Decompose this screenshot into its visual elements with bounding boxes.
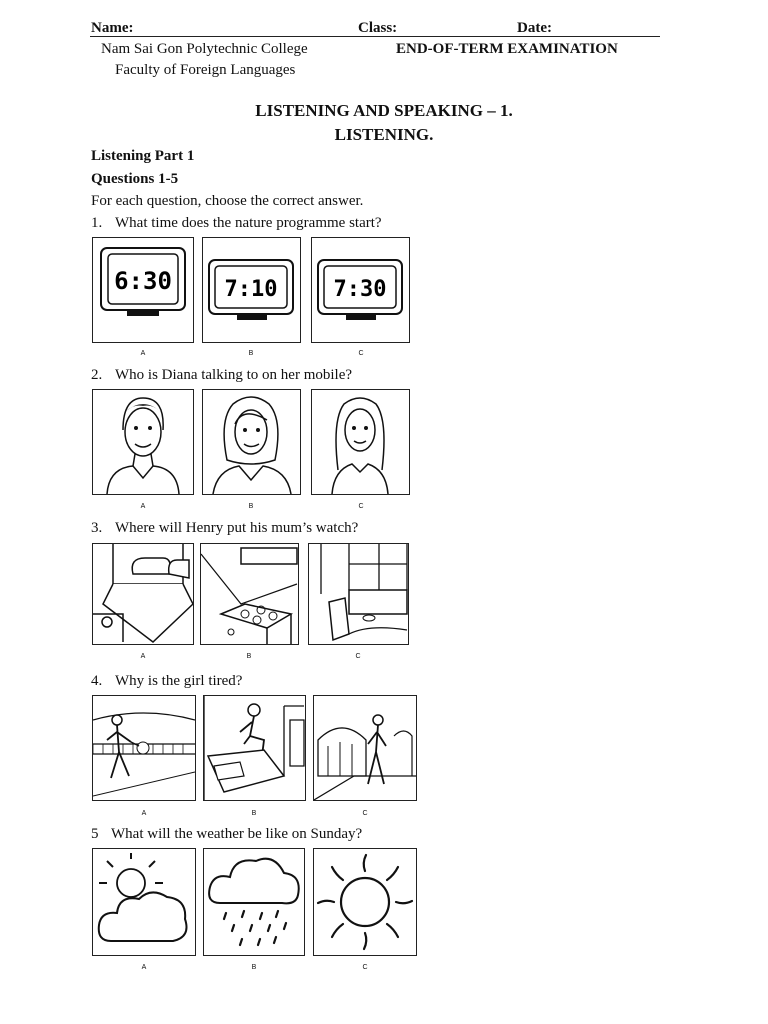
option-2a-man[interactable]	[92, 389, 194, 495]
name-label: Name:	[91, 20, 134, 36]
clock-icon	[312, 238, 409, 342]
question-text: Why is the girl tired?	[115, 673, 243, 689]
question-text: What time does the nature programme start?	[115, 215, 382, 231]
question-number: 4.	[91, 673, 103, 689]
question-text: What will the weather be like on Sunday?	[111, 826, 363, 842]
option-label: A	[140, 653, 146, 660]
option-label: C	[358, 503, 364, 510]
question-2	[91, 367, 352, 384]
header-underline	[90, 36, 660, 37]
class-label: Class:	[358, 20, 398, 36]
clock-time: 7:30	[333, 277, 387, 302]
kitchen-icon	[201, 544, 298, 644]
question-5	[91, 826, 362, 843]
option-label: B	[246, 653, 252, 660]
girl-portrait-icon	[312, 390, 409, 494]
bedroom-icon	[204, 696, 305, 800]
man-portrait-icon	[93, 390, 193, 494]
option-1c-clock[interactable]	[311, 237, 410, 343]
partly-cloudy-icon	[93, 849, 195, 955]
option-1a-clock[interactable]	[92, 237, 194, 343]
question-4	[91, 673, 242, 690]
option-label: C	[358, 350, 364, 357]
option-3c-living-room[interactable]	[308, 543, 409, 645]
living-room-icon	[309, 544, 408, 644]
option-label: B	[251, 964, 257, 971]
option-5b-rain[interactable]	[203, 848, 305, 956]
option-2c-girl[interactable]	[311, 389, 410, 495]
question-number: 5	[91, 826, 99, 842]
exam-title: END-OF-TERM EXAMINATION	[396, 41, 618, 57]
option-4c-walking[interactable]	[313, 695, 417, 801]
rain-icon	[204, 849, 304, 955]
option-label: C	[362, 810, 368, 817]
college-name: Nam Sai Gon Polytechnic College	[101, 41, 308, 57]
option-label: C	[362, 964, 368, 971]
question-number: 1.	[91, 215, 103, 231]
walking-icon	[314, 696, 416, 800]
clock-icon	[203, 238, 300, 342]
question-number: 2.	[91, 367, 103, 383]
option-label: B	[251, 810, 257, 817]
clock-icon	[93, 238, 193, 342]
option-label: C	[355, 653, 361, 660]
option-label: B	[248, 503, 254, 510]
main-title: LISTENING AND SPEAKING – 1.	[255, 101, 513, 120]
option-4b-bedroom[interactable]	[203, 695, 306, 801]
option-label: B	[248, 350, 254, 357]
clock-time: 7:10	[224, 277, 278, 302]
option-label: A	[141, 810, 147, 817]
clock-time: 6:30	[114, 267, 172, 295]
questions-label: Questions 1-5	[91, 171, 179, 187]
option-3b-kitchen[interactable]	[200, 543, 299, 645]
question-text: Where will Henry put his mum’s watch?	[115, 520, 359, 536]
woman-portrait-icon	[203, 390, 300, 494]
option-5a-sun-cloud[interactable]	[92, 848, 196, 956]
sun-icon	[314, 849, 416, 955]
bed-icon	[93, 544, 193, 644]
question-text: Who is Diana talking to on her mobile?	[115, 367, 353, 383]
option-label: A	[141, 964, 147, 971]
date-label: Date:	[517, 20, 552, 36]
tennis-icon	[93, 696, 195, 800]
option-2b-woman[interactable]	[202, 389, 301, 495]
option-1b-clock[interactable]	[202, 237, 301, 343]
question-3	[91, 520, 358, 537]
faculty-name: Faculty of Foreign Languages	[115, 62, 296, 78]
question-1	[91, 215, 382, 232]
question-number: 3.	[91, 520, 103, 536]
instruction: For each question, choose the correct answer.	[91, 193, 364, 209]
option-label: A	[140, 503, 146, 510]
option-5c-sun[interactable]	[313, 848, 417, 956]
part-label: Listening Part 1	[91, 148, 195, 164]
option-label: A	[140, 350, 146, 357]
option-3a-bed[interactable]	[92, 543, 194, 645]
sub-title: LISTENING.	[334, 125, 434, 144]
option-4a-tennis[interactable]	[92, 695, 196, 801]
